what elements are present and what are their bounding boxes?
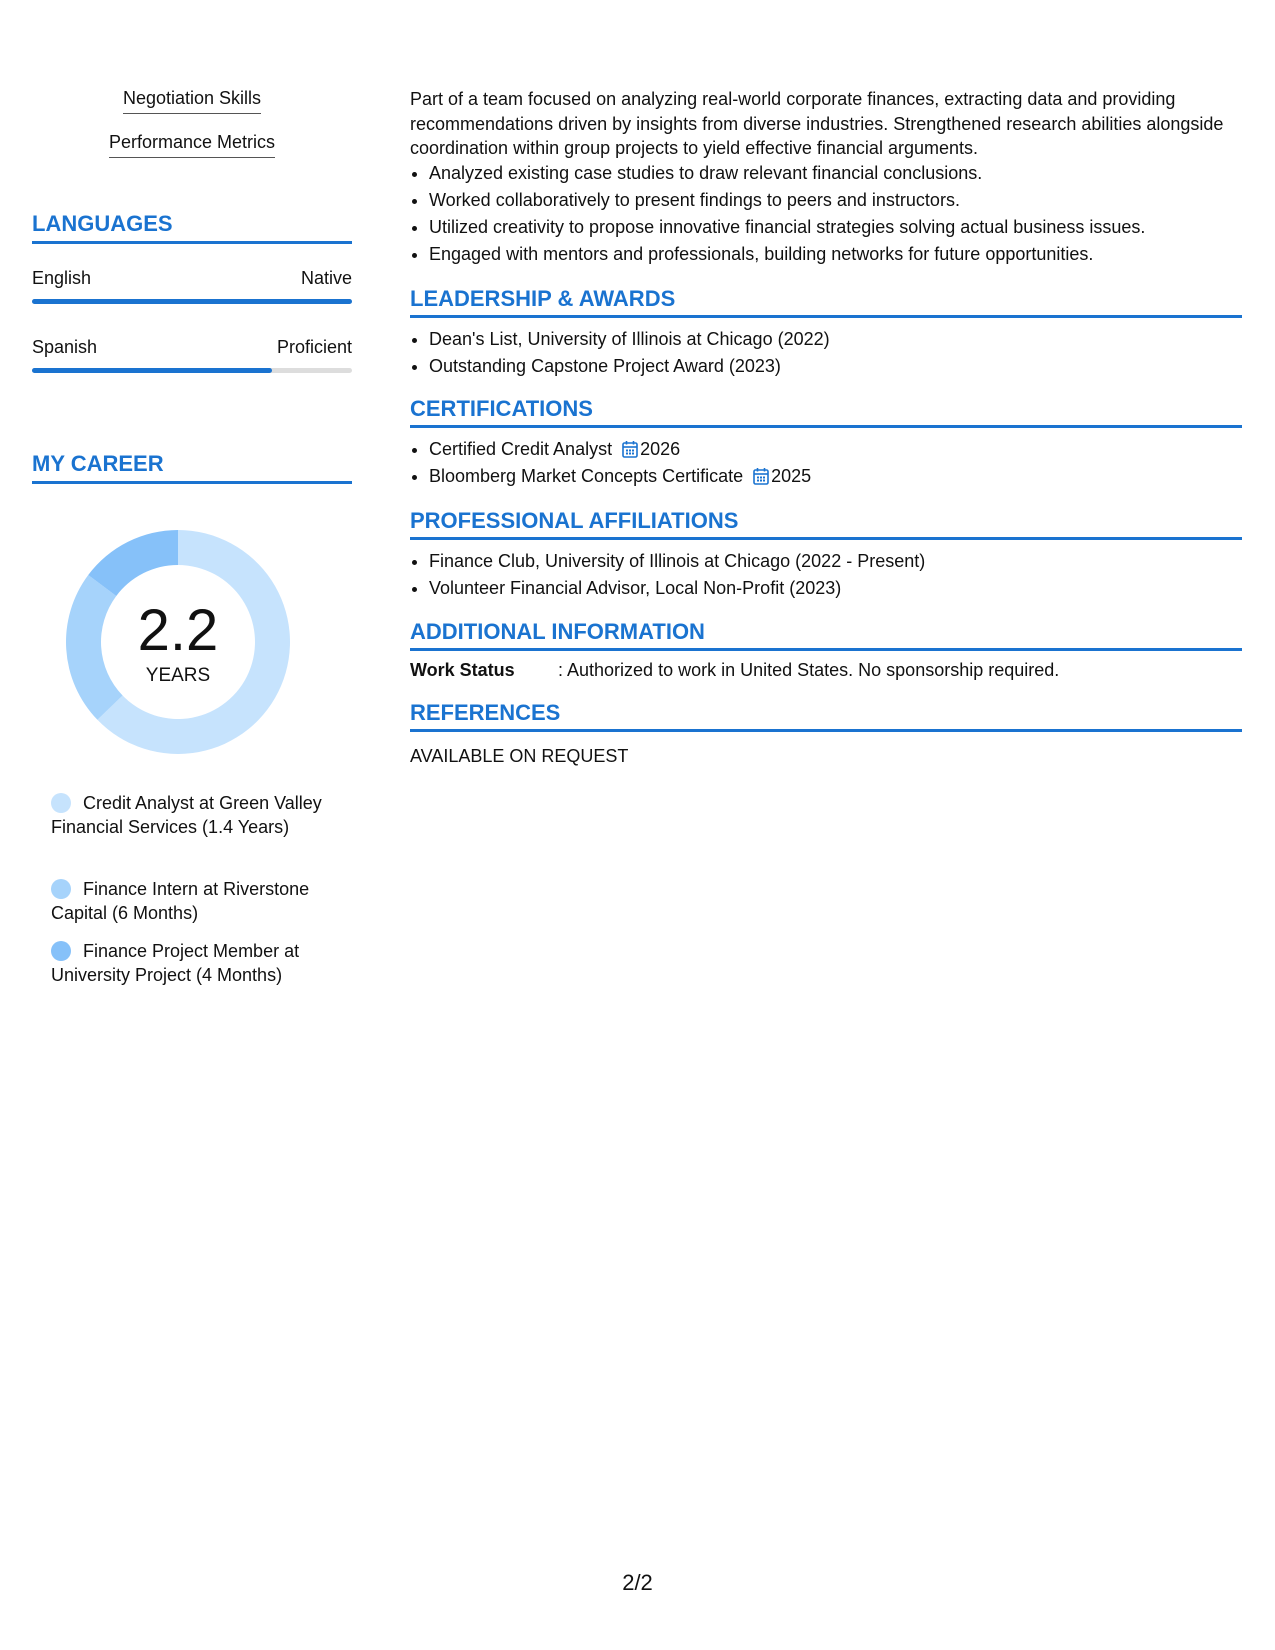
- section-divider: [32, 481, 352, 484]
- additional-info-heading: ADDITIONAL INFORMATION: [410, 619, 705, 644]
- list-item: • Finance Club, University of Illinois at Chicago (2022 - Present): [429, 548, 1242, 575]
- language-proficiency-bar: [32, 299, 352, 304]
- leadership-list: [410, 326, 1242, 380]
- affiliations-list: [410, 548, 1242, 602]
- project-bullets: [410, 160, 1242, 268]
- legend-dot: [51, 941, 71, 961]
- language-item: [32, 337, 352, 358]
- section-divider: [410, 537, 1242, 540]
- list-item: • Dean's List, University of Illinois at Chicago (2022): [429, 326, 1242, 353]
- language-name: Spanish: [32, 337, 98, 357]
- work-status-value: : Authorized to work in United States. No sponsorship required.: [558, 660, 1060, 680]
- section-divider: [410, 648, 1242, 651]
- career-heading: MY CAREER: [32, 451, 164, 476]
- project-description: Part of a team focused on analyzing real-world corporate finances, extracting data and providing recommendations driven by insights from diverse industries. Strengthened research abilities alongside coordination within group projects to yield effective financial arguments.: [410, 89, 1224, 158]
- language-level: Native: [300, 268, 352, 288]
- certifications-heading: CERTIFICATIONS: [410, 396, 593, 421]
- language-level: Proficient: [276, 337, 352, 357]
- references-text: AVAILABLE ON REQUEST: [410, 746, 629, 766]
- section-divider: [410, 315, 1242, 318]
- skill-item: Negotiation Skills: [32, 88, 352, 114]
- career-legend-item: Finance Intern at Riverstone Capital (6 Months): [51, 879, 310, 923]
- page-number: 2/2: [622, 1570, 653, 1595]
- language-proficiency-fill: [32, 299, 352, 304]
- language-proficiency-fill: [32, 368, 272, 373]
- language-name: English: [32, 268, 92, 288]
- language-item: [32, 268, 352, 289]
- certification-year: 2026: [640, 439, 681, 459]
- certification-item: • Certified Credit Analyst 2026: [429, 436, 1242, 463]
- career-total-years: 2.2: [137, 598, 219, 663]
- list-item: • Volunteer Financial Advisor, Local Non-Profit (2023): [429, 575, 1242, 602]
- languages-heading: LANGUAGES: [32, 211, 173, 236]
- leadership-heading: LEADERSHIP & AWARDS: [410, 286, 676, 311]
- certification-year: 2025: [771, 466, 812, 486]
- list-item: • Worked collaboratively to present findings to peers and instructors.: [429, 187, 1242, 214]
- section-divider: [410, 729, 1242, 732]
- work-status-label: Work Status: [410, 660, 515, 680]
- list-item: • Utilized creativity to propose innovative financial strategies solving actual business issues.: [429, 214, 1242, 241]
- career-legend-item: Finance Project Member at University Project (4 Months): [51, 941, 300, 985]
- career-total-unit: YEARS: [145, 665, 211, 686]
- affiliations-heading: PROFESSIONAL AFFILIATIONS: [410, 508, 739, 533]
- list-item: • Analyzed existing case studies to draw relevant financial conclusions.: [429, 160, 1242, 187]
- skill-item: Performance Metrics: [32, 132, 352, 158]
- legend-dot: [51, 879, 71, 899]
- certification-item: • Bloomberg Market Concepts Certificate 2025: [429, 463, 1242, 490]
- calendar-icon: [622, 440, 638, 458]
- certifications-list: [410, 436, 1242, 490]
- references-heading: REFERENCES: [410, 700, 561, 725]
- legend-dot: [51, 793, 71, 813]
- calendar-icon: [753, 467, 769, 485]
- section-divider: [410, 425, 1242, 428]
- section-divider: [32, 241, 352, 244]
- career-legend-item: Credit Analyst at Green Valley Financial Services (1.4 Years): [51, 793, 322, 837]
- list-item: • Outstanding Capstone Project Award (2023): [429, 353, 1242, 380]
- language-proficiency-bar: [32, 368, 352, 373]
- list-item: • Engaged with mentors and professionals, building networks for future opportunities.: [429, 241, 1242, 268]
